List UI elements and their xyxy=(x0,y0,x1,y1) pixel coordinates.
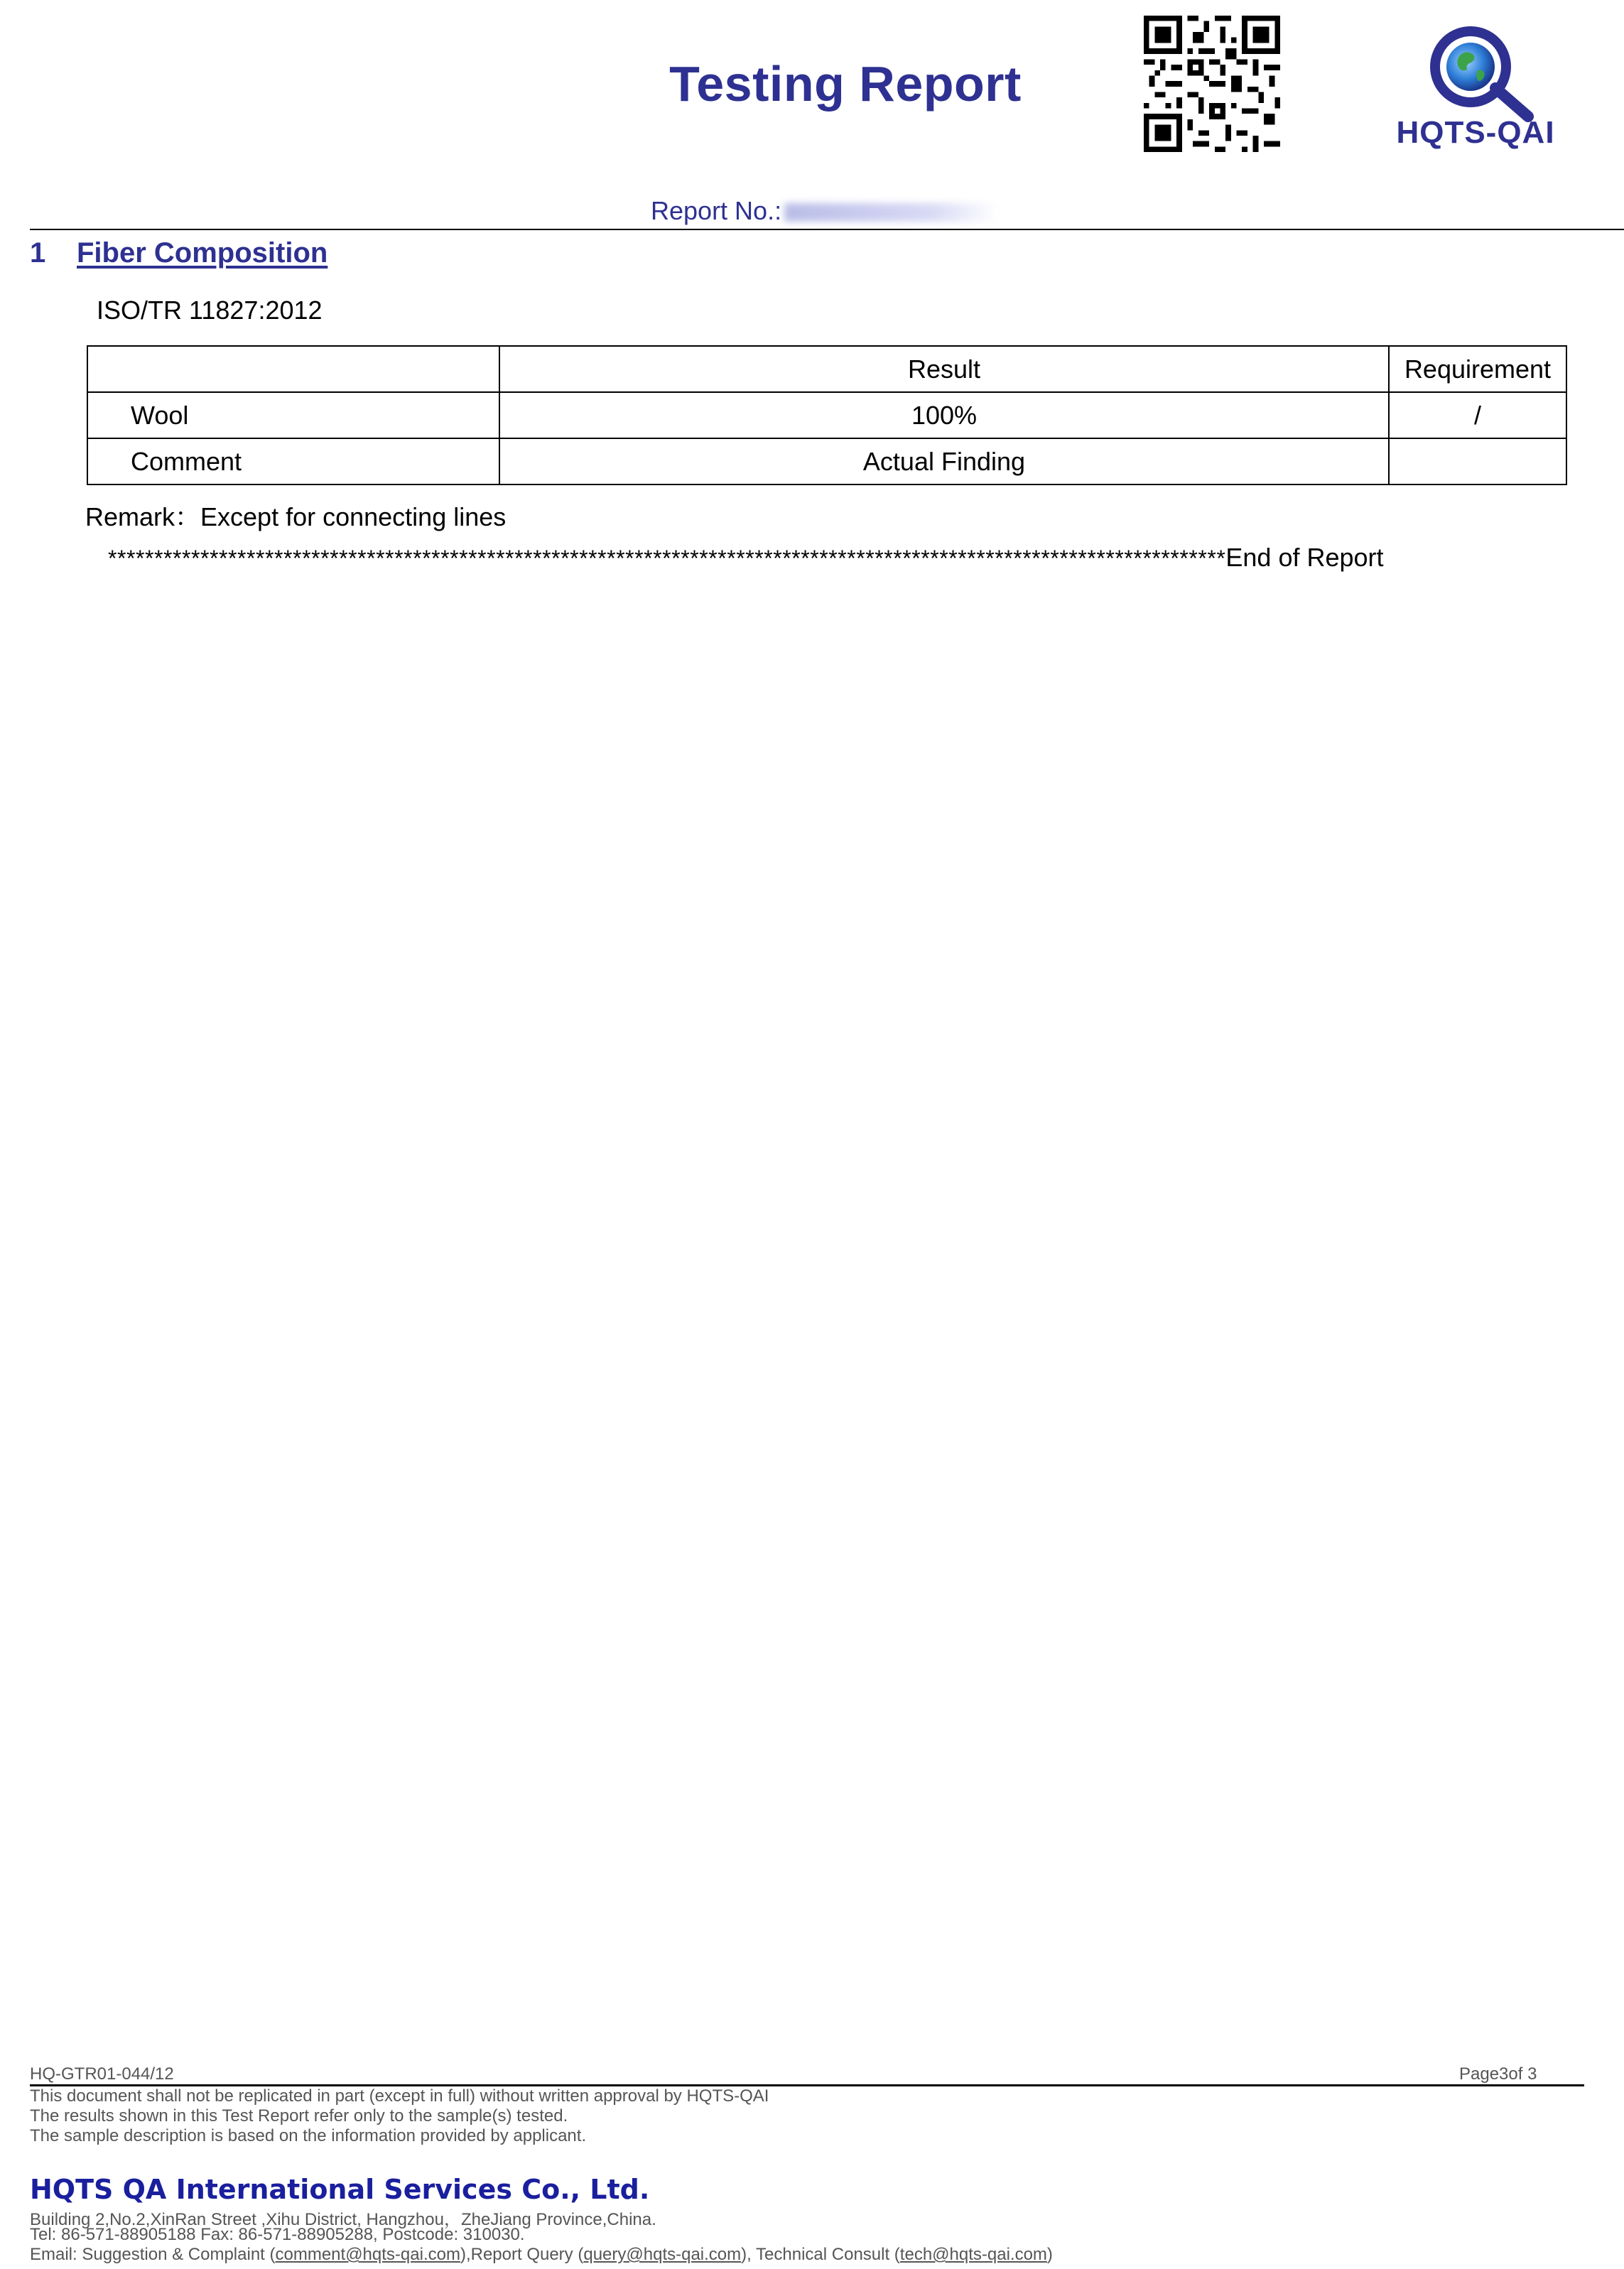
header-divider xyxy=(30,229,1624,230)
table-cell: Comment xyxy=(87,438,499,484)
company-emails xyxy=(30,2245,1053,2265)
redacted-report-number xyxy=(784,203,997,222)
qr-code-icon xyxy=(1144,16,1280,152)
footer-notice: This document shall not be replicated in part (except in full) without written approval by HQTS-QAI xyxy=(30,2086,769,2106)
query-email-link[interactable]: query@hqts-qai.com xyxy=(583,2245,742,2264)
report-number xyxy=(651,196,997,226)
table-row xyxy=(87,438,1566,484)
email-separator: ), Technical Consult ( xyxy=(741,2245,900,2264)
tech-email-link[interactable]: tech@hqts-qai.com xyxy=(899,2245,1047,2264)
end-text: End of Report xyxy=(1225,543,1384,572)
table-header-cell: Result xyxy=(499,346,1389,392)
table-row xyxy=(87,392,1566,438)
page-number: Page3of 3 xyxy=(1459,2064,1537,2084)
table-cell: 100% xyxy=(499,392,1389,438)
company-name: HQTS QA International Services Co., Ltd. xyxy=(30,2174,650,2205)
table-cell: Wool xyxy=(87,392,499,438)
section-title: Fiber Composition xyxy=(77,237,328,269)
table-header-row xyxy=(87,346,1566,392)
document-code: HQ-GTR01-044/12 xyxy=(30,2064,174,2084)
report-title: Testing Report xyxy=(669,56,1022,112)
table-cell: / xyxy=(1389,392,1566,438)
company-logo xyxy=(1389,20,1562,152)
footer-notice: The results shown in this Test Report refer only to the sample(s) tested. xyxy=(30,2106,568,2126)
table-header-cell: Requirement xyxy=(1389,346,1566,392)
table-header-cell xyxy=(87,346,499,392)
company-phone: Tel: 86-571-88905188 Fax: 86-571-88905288, Postcode: 310030. xyxy=(30,2225,525,2244)
end-of-report xyxy=(108,543,1384,573)
complaint-email-link[interactable]: comment@hqts-qai.com xyxy=(275,2245,460,2264)
results-table xyxy=(87,345,1567,485)
test-standard: ISO/TR 11827:2012 xyxy=(97,296,323,325)
email-suffix: ) xyxy=(1046,2245,1053,2264)
report-number-label: Report No.: xyxy=(651,196,782,225)
table-cell xyxy=(1389,438,1566,484)
section-number: 1 xyxy=(30,237,46,269)
email-separator: ),Report Query ( xyxy=(460,2245,584,2264)
footer-notice: The sample description is based on the information provided by applicant. xyxy=(30,2126,587,2145)
logo-text: HQTS-QAI xyxy=(1396,115,1555,150)
table-cell: Actual Finding xyxy=(499,438,1389,484)
remark-text: Remark：Except for connecting lines xyxy=(85,502,507,531)
end-stars: ************************************************************************************************************************* xyxy=(108,546,1226,571)
email-prefix: Email: Suggestion & Complaint ( xyxy=(30,2245,276,2264)
company-address: Building 2,No.2,XinRan Street ,Xihu District, Hangzhou，ZheJiang Province,China. xyxy=(30,2210,656,2229)
